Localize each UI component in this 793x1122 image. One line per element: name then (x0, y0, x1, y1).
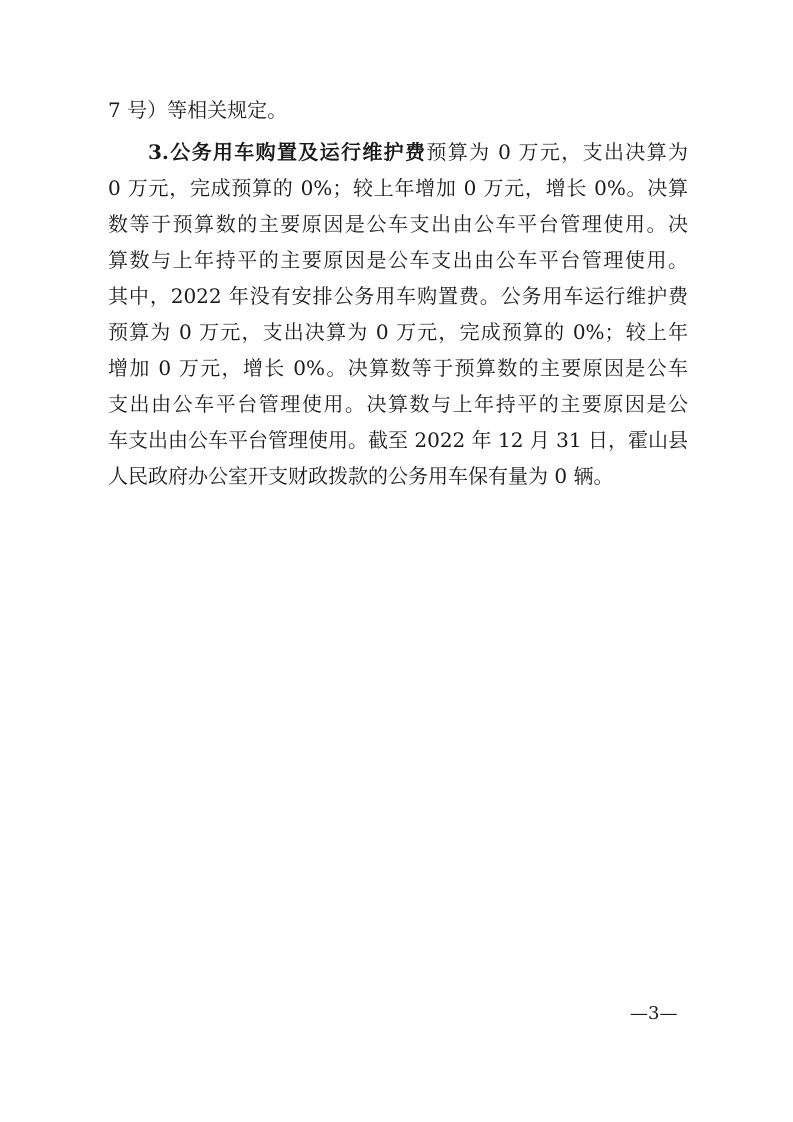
text-line-6: 其中，2022 年没有安排公务用车购置费。公务用车运行维护费 (108, 284, 688, 308)
text-line-7: 预算为 0 万元，支出决算为 0 万元，完成预算的 0%；较上年 (108, 320, 688, 344)
text-line-1: 7 号）等相关规定。 (108, 98, 288, 122)
text-line-5: 算数与上年持平的主要原因是公车支出由公车平台管理使用。 (108, 248, 688, 272)
text-line-9: 支出由公车平台管理使用。决算数与上年持平的主要原因是公 (108, 392, 688, 416)
text-line-8: 增加 0 万元，增长 0%。决算数等于预算数的主要原因是公车 (108, 356, 688, 380)
section-heading: 3.公务用车购置及运行维护费 (148, 140, 427, 164)
section-heading-continuation: 预算为 0 万元，支出决算为 (426, 140, 688, 164)
section-heading-line (148, 138, 688, 166)
text-line-3: 0 万元，完成预算的 0%；较上年增加 0 万元，增长 0%。决算 (108, 176, 688, 200)
text-line-11: 人民政府办公室开支财政拨款的公务用车保有量为 0 辆。 (108, 464, 614, 488)
text-line-4: 数等于预算数的主要原因是公车支出由公车平台管理使用。决 (108, 212, 688, 236)
text-line-10: 车支出由公车平台管理使用。截至 2022 年 12 月 31 日，霍山县 (108, 428, 688, 452)
page-number: —3— (630, 1003, 678, 1024)
